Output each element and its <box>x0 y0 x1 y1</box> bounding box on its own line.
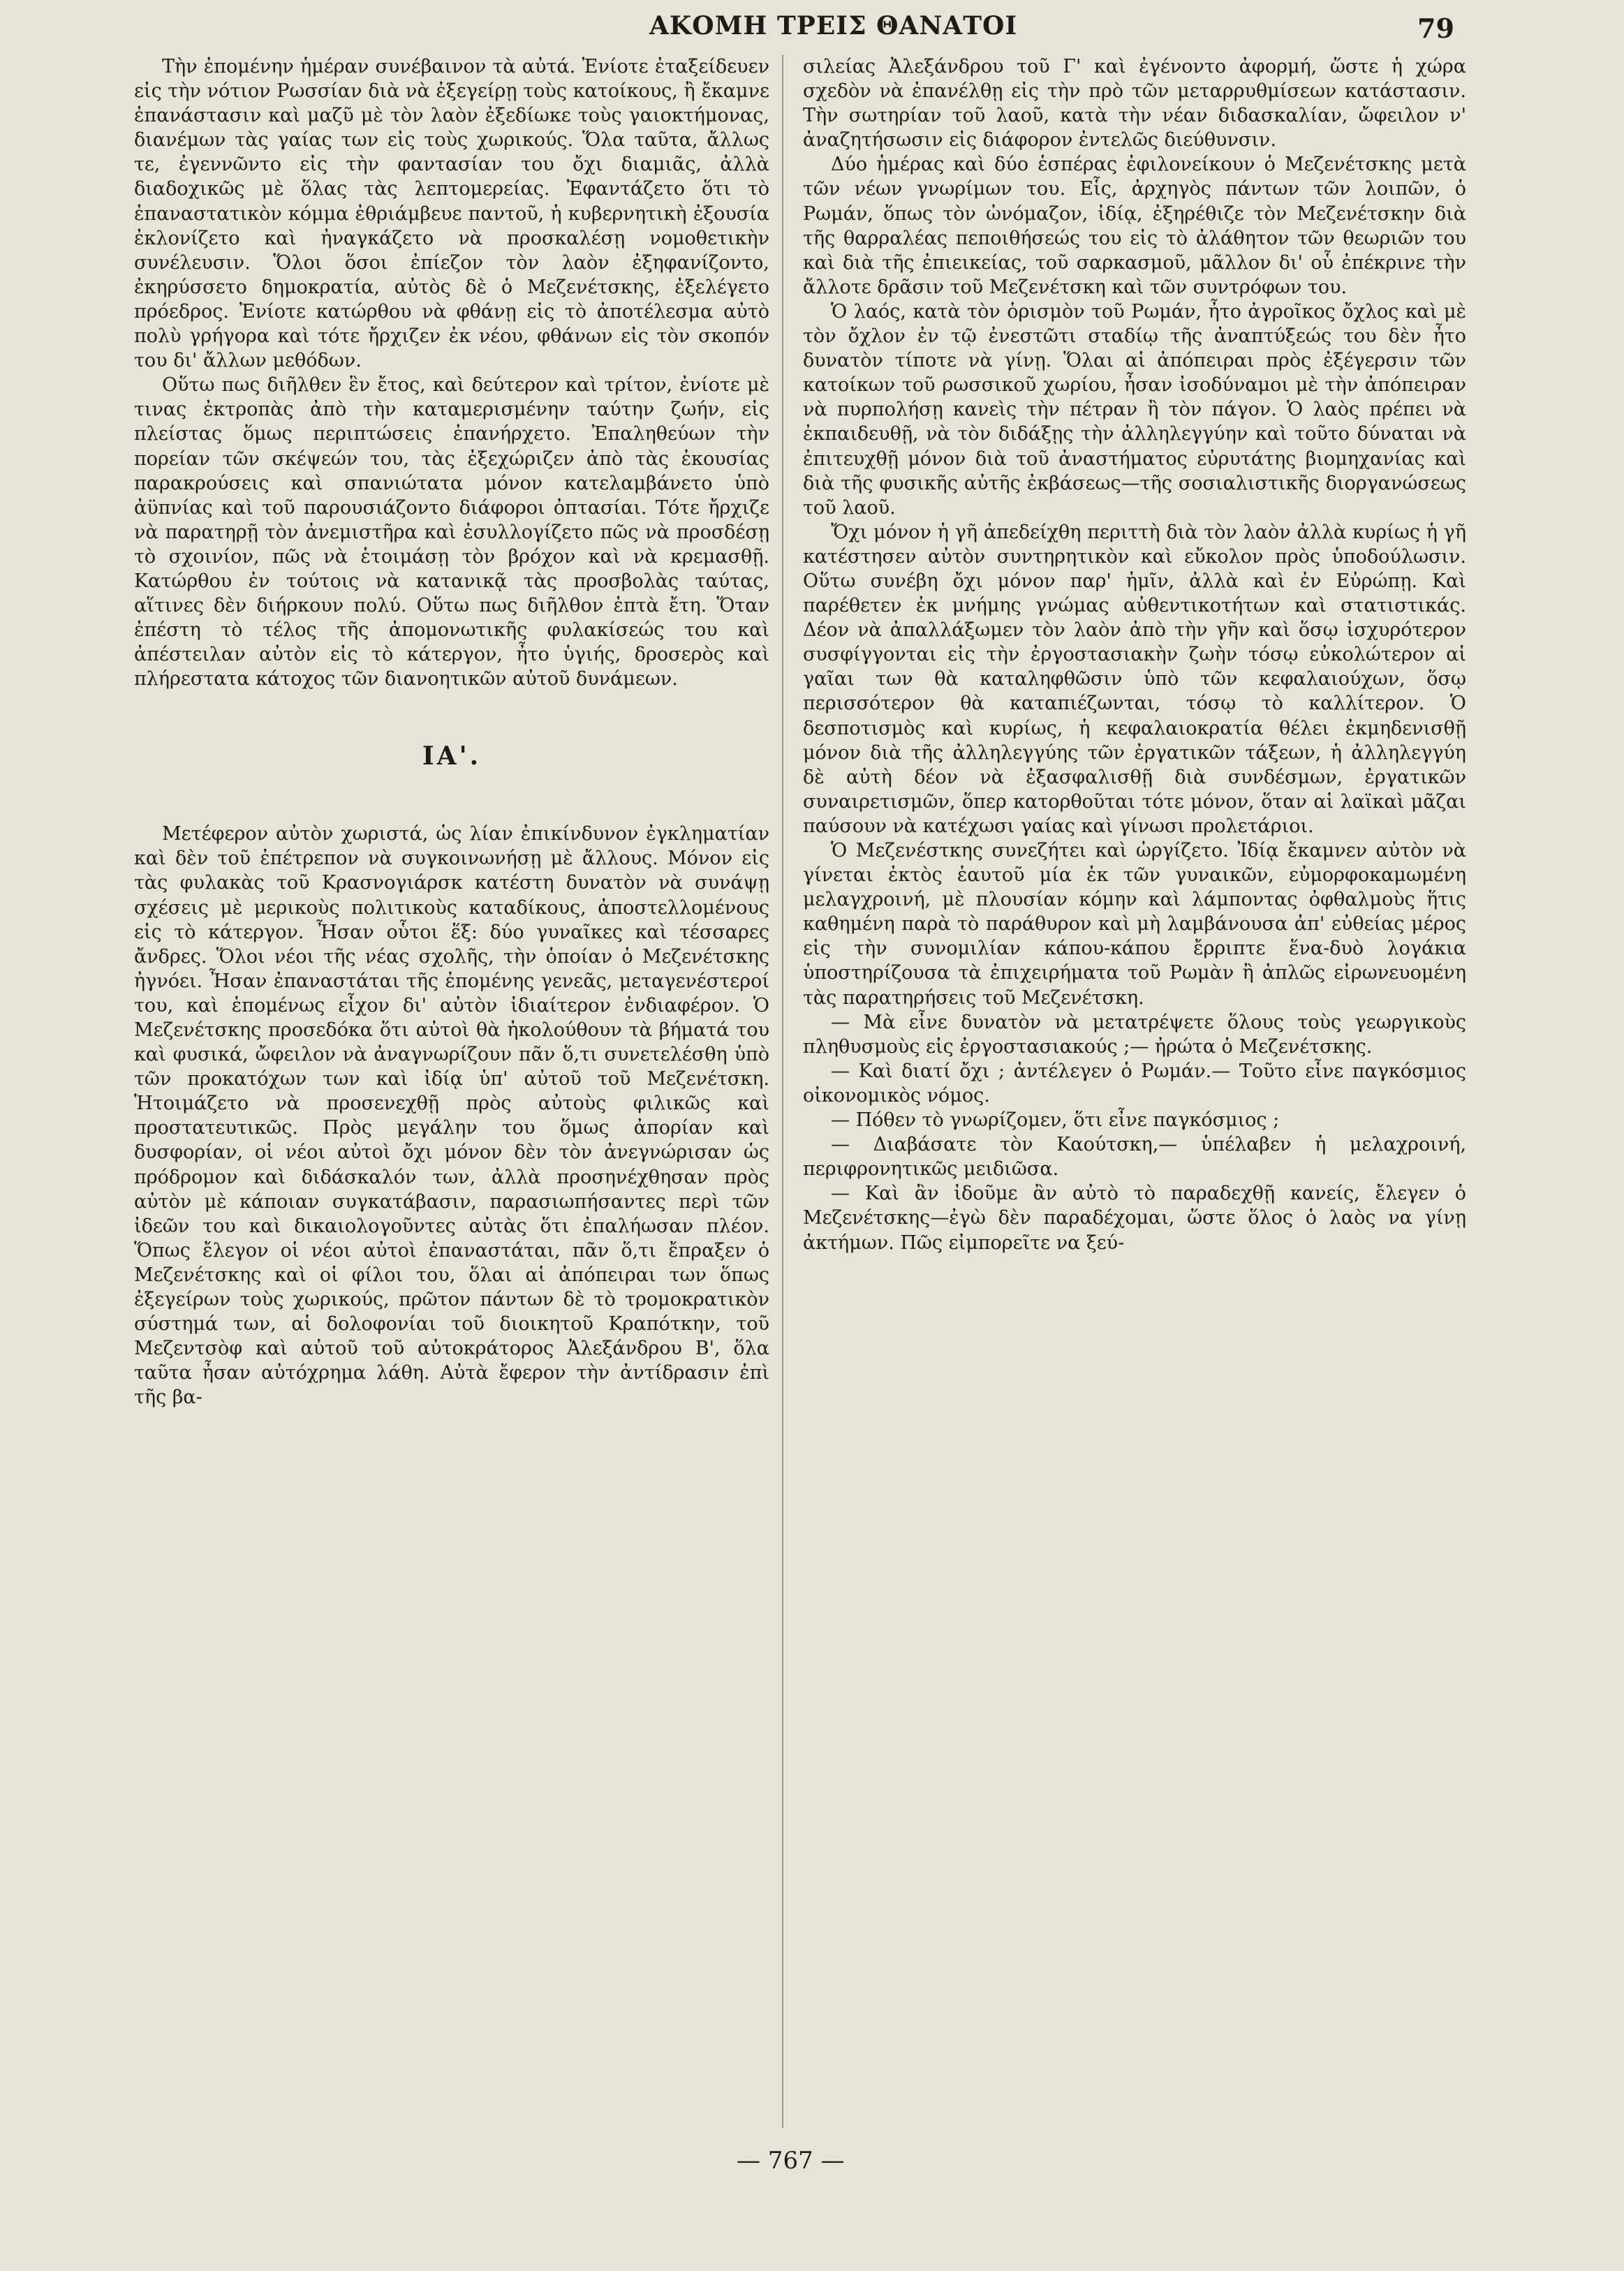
page-number-top: 79 <box>1417 13 1454 44</box>
paragraph: Ὁ Μεζενέστκης συνεζήτει καὶ ὠργίζετο. Ἰδίᾳ ἔκαμνεν αὐτὸν νὰ γίνεται ἐκτὸς ἑαυτοῦ μία ἐκ τῶν γυναικῶν, εὐμορφοκαμωμένη μελαγχροινή, μὲ πλουσίαν κόμην καὶ λάμποντας ὀφθαλμοὺς ἥτις καθημένη παρὰ τὸ παράθυρον καὶ μὴ λαμβάνουσα ἀπ' εὐθείας μέρος εἰς τὴν συνομιλίαν κάπου-κάπου ἔρριπτε ἕνα-δυὸ λογάκια ὑποστηρίζουσα τὰ ἐπιχειρήματα τοῦ Ρωμὰν ἢ ἁπλῶς εἰρωνευομένη τὰς παρατηρήσεις τοῦ Μεζενέτσκη. <box>803 840 1466 1009</box>
paragraph: σιλείας Ἀλεξάνδρου τοῦ Γ' καὶ ἐγένοντο ἀφορμή, ὥστε ἡ χώρα σχεδὸν νὰ ἐπανέλθῃ εἰς τὴν πρὸ τῶν μεταρρυθμίσεων κατάστασιν. Τὴν σωτηρίαν τοῦ λαοῦ, κατὰ τὴν νέαν διδασκαλίαν, ὤφειλον ν' ἀναζητήσωσιν εἰς διάφορον ἐντελῶς διεύθυνσιν. <box>803 56 1466 151</box>
dialogue-line: — Διαβάσατε τὸν Καούτσκη,— ὑπέλαβεν ἡ μελαχροινή, περιφρονητικῶς μειδιῶσα. <box>803 1134 1466 1181</box>
dialogue-line: — Πόθεν τὸ γνωρίζομεν, ὅτι εἶνε παγκόσμιος ; <box>831 1109 1280 1132</box>
running-title: ΑΚΟΜΗ ΤΡΕΙΣ ΘΑΝΑΤΟΙ <box>649 11 1018 40</box>
page-number-bottom: — 767 — <box>737 2147 845 2175</box>
paragraph: Οὕτω πως διῆλθεν ἓν ἔτος, καὶ δεύτερον καὶ τρίτον, ἐνίοτε μὲ τινας ἐκτροπὰς ἀπὸ τὴν καταμερισμένην ταύτην ζωήν, εἰς πλείστας ὅμως περιπτώσεις ἐπανήρχετο. Ἐπαληθεύων τὴν πορείαν τῶν σκέψεών του, τὰς ἐξεχώριζεν ἀπὸ τὰς ἐκουσίας παρακρούσεις καὶ σπανιώτατα μόνον κατελαμβάνετο ὑπὸ ἀϋπνίας καὶ τοῦ παρουσιάζοντο διάφοροι ὀπτασίαι. Τότε ἤρχιζε νὰ παρατηρῇ τὸν ἀνεμιστῆρα καὶ ἐσυλλογίζετο πῶς νὰ προσδέσῃ τὸ σχοινίον, πῶς νὰ ἑτοιμάσῃ τὸν βρόχον καὶ νὰ κρεμασθῇ. Κατώρθου ἐν τούτοις νὰ κατανικᾷ τὰς προσβολὰς ταύτας, αἵτινες δὲν διήρκουν πολύ. Οὕτω πως διῆλθον ἑπτὰ ἔτη. Ὅταν ἐπέστη τὸ τέλος τῆς ἀπομονωτικῆς φυλακίσεώς του καὶ ἀπέστειλαν αὐτὸν εἰς τὸ κάτεργον, ἦτο ὑγιής, δροσερὸς καὶ πλήρεστατα κάτοχος τῶν διανοητικῶν αὐτοῦ δυνάμεων. <box>134 374 769 690</box>
dialogue-line: — Καὶ διατί ὄχι ; ἀντέλεγεν ὁ Ρωμάν.— Τοῦτο εἶνε παγκόσμιος οἰκονομικὸς νόμος. <box>803 1060 1466 1107</box>
paragraph: Ὄχι μόνον ἡ γῆ ἀπεδείχθη περιττὴ διὰ τὸν λαὸν ἀλλὰ κυρίως ἡ γῆ κατέστησεν αὐτὸν συντηρητικὸν καὶ εὔκολον πρὸς ὑποδούλωσιν. Οὕτω συνέβη ὄχι μόνον παρ' ἡμῖν, ἀλλὰ καὶ ἐν Εὐρώπῃ. Καὶ παρέθετεν ἐκ μνήμης γνώμας αὐθεντικοτήτων καὶ στατιστικάς. Δέον νὰ ἀπαλλάξωμεν τὸν λαὸν ἀπὸ τὴν γῆν καὶ ὅσῳ ἰσχυρότερον συσφίγγονται εἰς τὴν ἐργοστασιακὴν ζωὴν τόσῳ εὐκολώτερον αἱ γαῖαι των θὰ καταληφθῶσιν ὑπὸ τῶν κεφαλαιούχων, ὅσῳ περισσότερον θὰ καταπιέζωνται, τόσῳ τὸ καλλίτερον. Ὁ δεσποτισμὸς καὶ κυρίως, ἡ κεφαλαιοκρατία θέλει ἐκμηδενισθῇ μόνον διὰ τῆς ἀλληλεγγύης τῶν ἐργατικῶν τάξεων, ἡ ἀλληλεγγύη δὲ αὐτὴ δέον νὰ ἐξασφαλισθῇ διὰ συνδέσμων, ἐργατικῶν συναιρετισμῶν, ὅπερ κατορθοῦται τότε μόνον, ὅταν αἱ λαϊκαὶ μᾶζαι παύσουν νὰ κατέχωσι γαίας καὶ γίνωσι προλετάριοι. <box>803 521 1466 837</box>
column-divider <box>782 54 783 2128</box>
left-column <box>134 54 769 1410</box>
paragraph: Τὴν ἐπομένην ἡμέραν συνέβαινον τὰ αὐτά. Ἐνίοτε ἐταξείδευεν εἰς τὴν νότιον Ρωσσίαν διὰ νὰ ἐξεγείρῃ τοὺς κατοίκους, ἢ ἔκαμνε ἐπανάστασιν καὶ μαζῦ μὲ τὸν λαὸν ἐξεδίωκε τοὺς γαιοκτήμονας, διανέμων τὰς γαίας των εἰς τοὺς χωρικούς. Ὅλα ταῦτα, ἄλλως τε, ἐγεννῶντο εἰς τὴν φαντασίαν του ὄχι διαμιᾶς, ἀλλὰ διαδοχικῶς μὲ ὅλας τὰς λεπτομερείας. Ἐφαντάζετο ὅτι τὸ ἐπαναστατικὸν κόμμα ἐθριάμβευε παντοῦ, ἡ κυβερνητικὴ ἐξουσία ἐκλονίζετο καὶ ἠναγκάζετο νὰ προσκαλέσῃ νομοθετικὴν συνέλευσιν. Ὅλοι ὅσοι ἐπίεζον τὸν λαὸν ἐξηφανίζοντο, ἐκηρύσσετο δημοκρατία, αὐτὸς δὲ ὁ Μεζενέτσκης, ἐξελέγετο πρόεδρος. Ἐνίοτε κατώρθου νὰ φθάνῃ εἰς τὸ ἀποτέλεσμα αὐτὸ πολὺ γρήγορα καὶ τότε ἤρχιζεν ἐκ νέου, φθάνων εἰς τὸν σκοπόν του δι' ἄλλων μεθόδων. <box>134 56 769 372</box>
page-header <box>0 7 1624 49</box>
dialogue-line: — Μὰ εἶνε δυνατὸν νὰ μετατρέψετε ὅλους τοὺς γεωργικοὺς πληθυσμοὺς εἰς ἐργοστασιακούς ;— ἠρώτα ὁ Μεζενέτσκης. <box>803 1011 1466 1058</box>
paragraph: Δύο ἡμέρας καὶ δύο ἑσπέρας ἐφιλονείκουν ὁ Μεζενέτσκης μετὰ τῶν νέων γνωρίμων του. Εἷς, ἀρχηγὸς πάντων τῶν λοιπῶν, ὁ Ρωμάν, ὅπως τὸν ὠνόμαζον, ἰδίᾳ, ἐξηρέθιζε τὸν Μεζενέτσκην διὰ τῆς θαρραλέας πεποιθήσεώς του εἰς τὸ ἀλάθητον τῶν θεωριῶν του καὶ διὰ τῆς ἐπιεικείας, τοῦ σαρκασμοῦ, μᾶλλον δι' οὗ ἐπέκρινε τὴν ἄλλοτε δρᾶσιν τοῦ Μεζενέτσκη καὶ τῶν συντρόφων του. <box>803 154 1466 298</box>
chapter-heading: ΙΑ'. <box>422 741 482 771</box>
right-column <box>803 54 1466 1255</box>
paragraph: Μετέφερον αὐτὸν χωριστά, ὡς λίαν ἐπικίνδυνον ἐγκληματίαν καὶ δὲν τοῦ ἐπέτρεπον νὰ συγκοινωνήσῃ μὲ ἄλλους. Μόνον εἰς τὰς φυλακὰς τοῦ Κρασνογιάρσκ κατέστη δυνατὸν νὰ συνάψῃ σχέσεις μὲ μερικοὺς πολιτικοὺς καταδίκους, ἀποστελλομένους εἰς τὸ κάτεργον. Ἦσαν οὗτοι ἕξ: δύο γυναῖκες καὶ τέσσαρες ἄνδρες. Ὅλοι νέοι τῆς νέας σχολῆς, τὴν ὁποίαν ὁ Μεζενέτσκης ἠγνόει. Ἦσαν ἐπαναστάται τῆς ἐπομένης γενεᾶς, μεταγενέστεροί του, καὶ ἑπομένως εἶχον δι' αὐτὸν ἰδιαίτερον ἐνδιαφέρον. Ὁ Μεζενέτσκης προσεδόκα ὅτι αὐτοὶ θὰ ἠκολούθουν τὰ βήματά του καὶ φυσικά, ὤφειλον νὰ ἀναγνωρίζουν πᾶν ὅ,τι συνετελέσθη ὑπὸ τῶν προκατόχων των καὶ ἰδίᾳ ὑπ' αὐτοῦ τοῦ Μεζενέτσκη. Ἡτοιμάζετο νὰ προσενεχθῇ πρὸς αὐτοὺς φιλικῶς καὶ προστατευτικῶς. Πρὸς μεγάλην του ὅμως ἀπορίαν καὶ δυσφορίαν, οἱ νέοι αὐτοὶ ὄχι μόνον δὲν τὸν ἀνεγνώρισαν ὡς πρόδρομον καὶ διδάσκαλόν των, ἀλλὰ προσηνέχθησαν πρὸς αὐτὸν μὲ κάποιαν συγκατάβασιν, παρασιωπήσαντες περὶ τῶν ἰδεῶν του καὶ δικαιολογοῦντες αὐτὰς ὅτι ἐπαλήωσαν πλέον. Ὅπως ἔλεγον οἱ νέοι αὐτοὶ ἐπαναστάται, πᾶν ὅ,τι ἔπραξεν ὁ Μεζενέτσκης καὶ οἱ φίλοι του, ὅλαι αἱ ἀπόπειραι των ὅπως ἐξεγείρων τοὺς χωρικούς, πρῶτον πάντων δὲ τὸ τρομοκρατικὸν σύστημά των, αἱ δολοφονίαι τοῦ διοικητοῦ Κραπότκην, τοῦ Μεζεντσὸφ καὶ αὐτοῦ τοῦ αὐτοκράτορος Ἀλεξάνδρου Β', ὅλα ταῦτα ἦσαν αὐτόχρημα λάθη. Αὐτὰ ἔφερον τὴν ἀντίδρασιν ἐπὶ τῆς βα- <box>134 823 769 1409</box>
paragraph: Ὁ λαός, κατὰ τὸν ὁρισμὸν τοῦ Ρωμάν, ἦτο ἀγροῖκος ὄχλος καὶ μὲ τὸν ὄχλον ἐν τῷ ἐνεστῶτι σταδίῳ τῆς ἀναπτύξεώς του δὲν ἦτο δυνατὸν τίποτε νὰ γίνῃ. Ὅλαι αἱ ἀπόπειραι πρὸς ἐξέγερσιν τῶν κατοίκων τοῦ ρωσσικοῦ χωρίου, ἦσαν ἰσοδύναμοι μὲ τὴν ἀπόπειραν νὰ πυρπολήσῃ κανεὶς τὴν πέτραν ἢ τὸν πάγον. Ὁ λαὸς πρέπει νὰ ἐκπαιδευθῇ, νὰ τὸν διδάξῃς τὴν ἀλληλεγγύην καὶ τοῦτο δύναται νὰ ἐπιτευχθῇ μόνον διὰ τοῦ ἀναστήματος εὐρυτάτης βιομηχανίας καὶ διὰ τῆς φυσικῆς αὐτῆς ἐκβάσεως—τῆς σοσιαλιστικῆς διοργανώσεως τοῦ λαοῦ. <box>803 300 1466 519</box>
dialogue-line: — Καὶ ἂν ἰδοῦμε ἂν αὐτὸ τὸ παραδεχθῇ κανείς, ἔλεγεν ὁ Μεζενέτσκης—ἐγὼ δὲν παραδέχομαι, ὥστε ὅλος ὁ λαὸς να γίνῃ ἀκτήμων. Πῶς εἰμπορεῖτε να ξεύ- <box>803 1183 1466 1254</box>
